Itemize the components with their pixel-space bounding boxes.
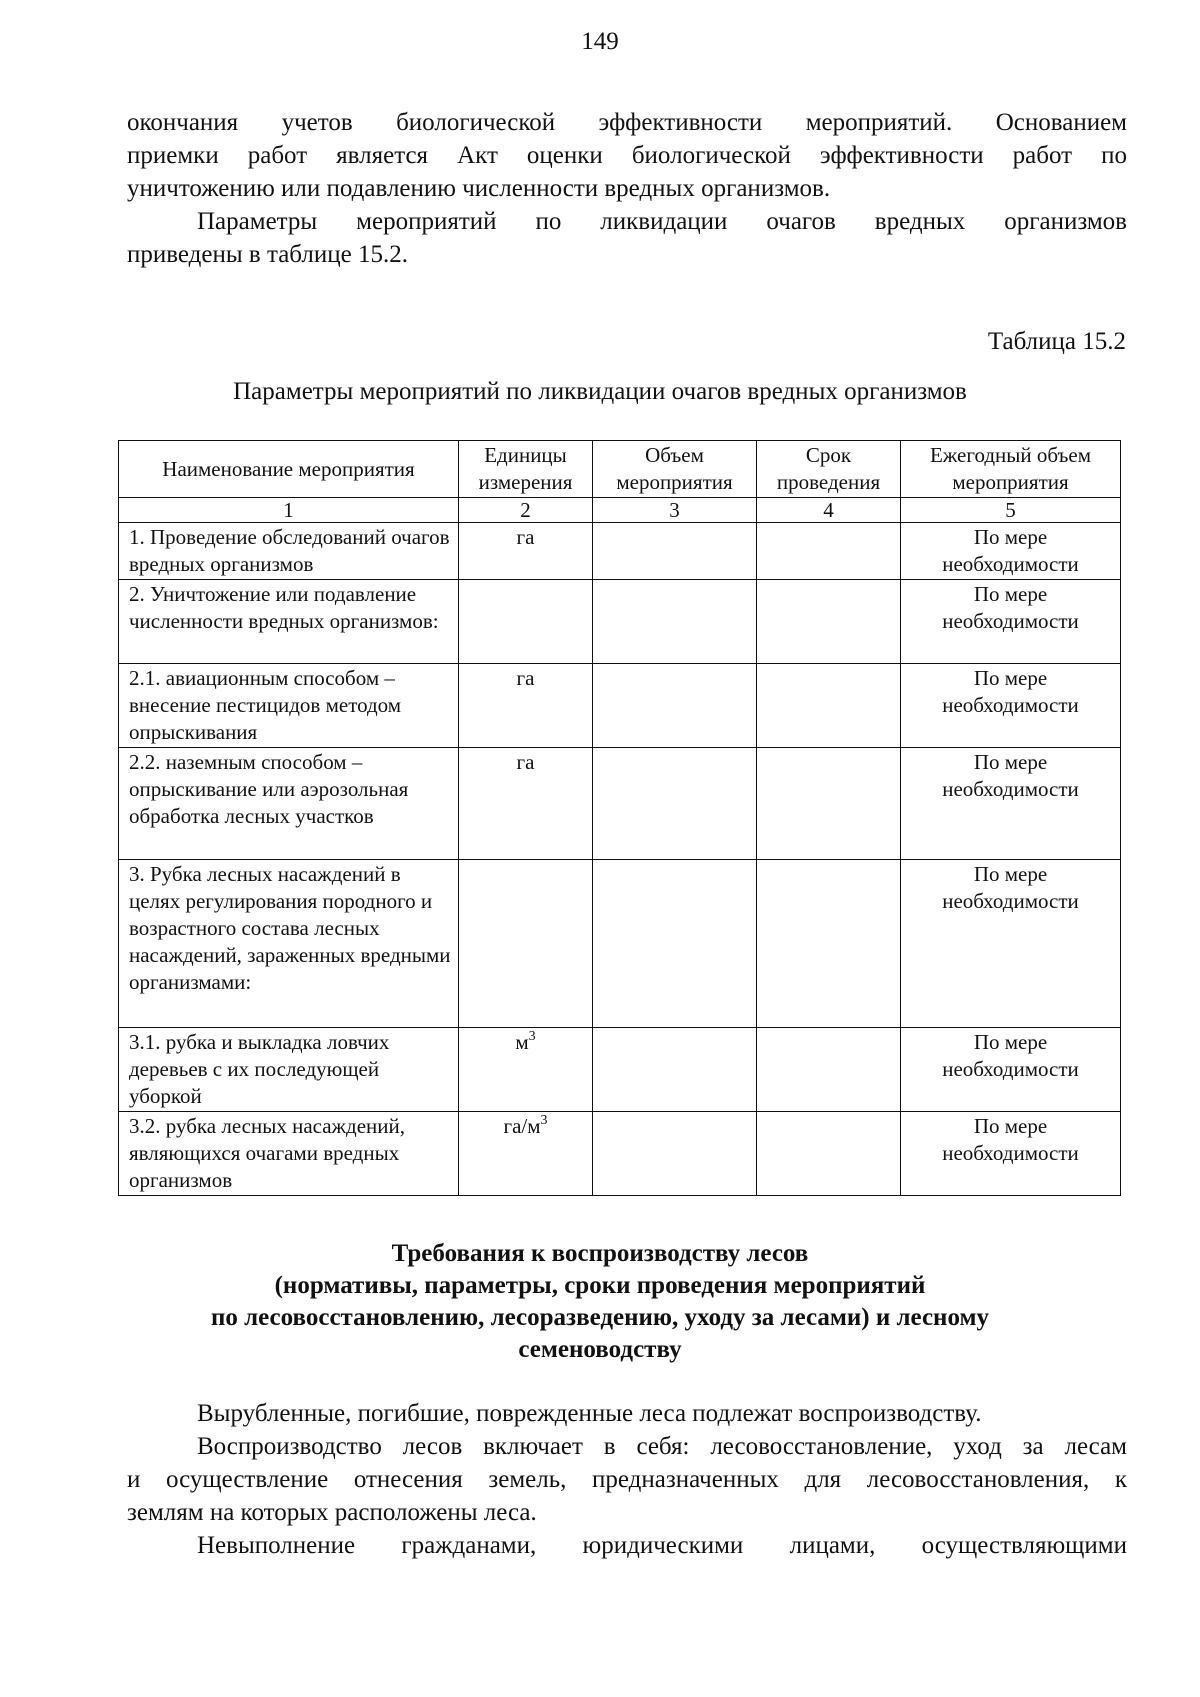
row-unit [459,580,593,664]
row-volume [593,523,757,580]
section-title-line: семеноводству [518,1336,682,1363]
column-number: 4 [757,498,901,523]
text-line: землям на которых расположены леса. [127,1499,537,1526]
section-title-line: (нормативы, параметры, сроки проведения мероприятий [274,1272,926,1299]
table-row [119,664,1121,748]
row-annual: По мере необходимости [901,1028,1121,1112]
row-volume [593,1112,757,1196]
column-number: 2 [459,498,593,523]
row-annual: По мере необходимости [901,1112,1121,1196]
row-name: 1. Проведение обследований очагов вредных организмов [119,523,459,580]
row-name: 3.2. рубка лесных насаждений, являющихся очагами вредных организмов [119,1112,459,1196]
row-name: 2.2. наземным способом – опрыскивание или аэрозольная обработка лесных участков [119,748,459,860]
table-row [119,523,1121,580]
page-number: 149 [581,28,619,55]
body-paragraph [127,1430,1127,1529]
text-line: Невыполнение гражданами, юридическими лицами, осуществляющими [197,1532,1127,1559]
column-number-row [119,498,1121,523]
column-number: 5 [901,498,1121,523]
row-term [757,748,901,860]
row-annual: По мере необходимости [901,580,1121,664]
row-term [757,664,901,748]
table-row [119,580,1121,664]
row-annual: По мере необходимости [901,664,1121,748]
section-title-line: по лесовосстановлению, лесоразведению, уходу за лесами) и лесному [210,1304,990,1331]
row-unit: га [459,748,593,860]
row-annual: По мере необходимости [901,860,1121,1028]
row-unit: $га/м^3$ [459,1112,593,1196]
row-volume [593,860,757,1028]
row-annual: По мере необходимости [901,748,1121,860]
header-term: Срок проведения [757,441,901,498]
header-units: Единицы измерения [459,441,593,498]
row-name: 2.1. авиационным способом – внесение пестицидов методом опрыскивания [119,664,459,748]
table-row [119,1112,1121,1196]
text-line: Параметры мероприятий по ликвидации очагов вредных организмов [197,208,1127,235]
row-term [757,860,901,1028]
section-title-line: Требования к воспроизводству лесов [391,1240,809,1267]
row-unit: га [459,523,593,580]
row-annual: По мере необходимости [901,523,1121,580]
row-name: 2. Уничтожение или подавление численности вредных организмов: [119,580,459,664]
header-annual: Ежегодный объем мероприятия [901,441,1121,498]
text-line: и осуществление отнесения земель, предназначенных для лесовосстановления, к [127,1466,1127,1493]
row-volume [593,1028,757,1112]
column-number: 1 [119,498,459,523]
text-line: уничтожению или подавлению численности вредных организмов. [127,175,831,202]
header-name: Наименование мероприятия [119,441,459,498]
row-volume [593,664,757,748]
row-term [757,1112,901,1196]
row-unit: га [459,664,593,748]
table-row [119,1028,1121,1112]
row-term [757,523,901,580]
column-number: 3 [593,498,757,523]
row-term [757,580,901,664]
text-line: Вырубленные, погибшие, поврежденные леса подлежат воспроизводству. [197,1400,982,1427]
row-name: 3.1. рубка и выкладка ловчих деревьев с их последующей уборкой [119,1028,459,1112]
body-paragraph [127,1529,1127,1562]
section-title [0,1238,1200,1366]
table-row [119,860,1121,1028]
row-unit [459,860,593,1028]
row-name: 3. Рубка лесных насаждений в целях регулирования породного и возрастного состава лесных насаждений, зараженных вредными организмами: [119,860,459,1028]
text-line: приемки работ является Акт оценки биологической эффективности работ по [127,142,1127,169]
table-header-row [119,441,1121,498]
text-line: окончания учетов биологической эффективности мероприятий. Основанием [127,109,1127,136]
row-unit: $м^3$ [459,1028,593,1112]
row-term [757,1028,901,1112]
parameters-table [118,440,1121,1196]
table-caption: Параметры мероприятий по ликвидации очагов вредных организмов [233,378,967,405]
table-reference-paragraph [127,205,1127,271]
header-volume: Объем мероприятия [593,441,757,498]
body-paragraph [127,1397,1127,1430]
text-line: приведены в таблице 15.2. [127,241,408,268]
row-volume [593,748,757,860]
table-row [119,748,1121,860]
row-volume [593,580,757,664]
table-label: Таблица 15.2 [987,328,1126,355]
intro-paragraph [127,106,1127,205]
text-line: Воспроизводство лесов включает в себя: лесовосстановление, уход за лесам [197,1433,1127,1460]
